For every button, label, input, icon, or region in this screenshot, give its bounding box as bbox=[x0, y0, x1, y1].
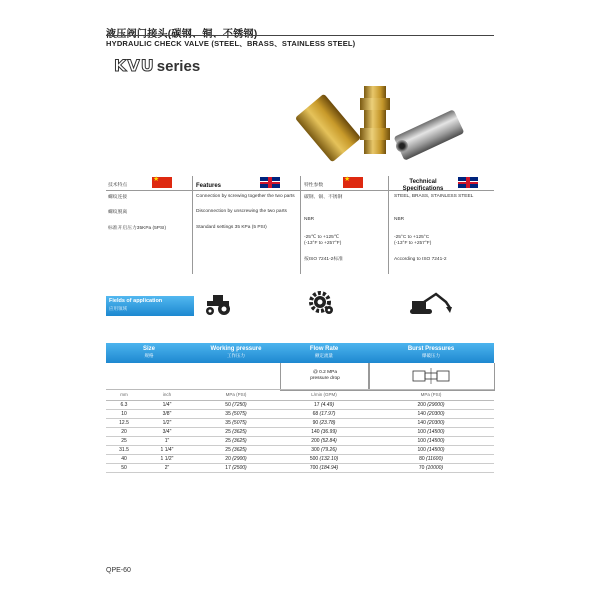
table-cell: 20 (2900) bbox=[225, 456, 247, 462]
uk-flag-icon bbox=[260, 177, 280, 188]
header-label: Burst Pressures bbox=[407, 346, 455, 352]
table-cell: 1 1/2" bbox=[160, 456, 174, 462]
table-cell: 1/2" bbox=[162, 420, 172, 426]
table-cell: 1" bbox=[164, 438, 170, 444]
table-cell: 31.5 bbox=[119, 447, 129, 453]
cn-spec-item: 按ISO 7241-2标准 bbox=[304, 257, 343, 262]
china-flag-icon bbox=[343, 177, 363, 188]
header-size bbox=[106, 346, 192, 359]
spec-item: NBR bbox=[394, 217, 405, 222]
table-row bbox=[106, 446, 494, 455]
table-cell: 35 (5075) bbox=[225, 411, 247, 417]
table-cell: 40 bbox=[121, 456, 127, 462]
table-cell: 140 (36.99) bbox=[311, 429, 337, 435]
feature-item: Standard settings 35 KPa (5 PSI) bbox=[196, 225, 267, 230]
table-cell: 35 (5075) bbox=[225, 420, 247, 426]
header-label-cn: 额定流量 bbox=[315, 353, 333, 358]
cn-feature-item: 标准开启压力35KPa (5PSI) bbox=[108, 226, 167, 231]
burst-diagram-box bbox=[368, 363, 495, 391]
table-cell: 2" bbox=[164, 465, 170, 471]
stainless-valve-image bbox=[394, 109, 465, 160]
table-cell: 20 bbox=[121, 429, 127, 435]
table-cell: 200 (52.84) bbox=[311, 438, 337, 444]
cn-spec-item: 碳钢、铜、不锈钢 bbox=[304, 195, 343, 200]
table-row bbox=[106, 410, 494, 419]
table-cell: 68 (17.97) bbox=[312, 411, 336, 417]
table-cell: 100 (14500) bbox=[417, 447, 445, 453]
table-cell: 25 (3625) bbox=[225, 429, 247, 435]
flow-note-line: @ 0.2 MPa bbox=[312, 370, 338, 375]
cn-feature-item: 螺纹脱离 bbox=[108, 210, 128, 215]
table-cell: 1/4" bbox=[162, 402, 172, 408]
table-cell: 17 (2500) bbox=[225, 465, 247, 471]
title-english: HYDRAULIC CHECK VALVE (STEEL、BRASS、STAINLESS STEEL) bbox=[106, 39, 356, 48]
fields-title-cn: 应用领域 bbox=[109, 306, 127, 311]
excavator-icon bbox=[406, 292, 452, 316]
table-cell: 100 (14500) bbox=[417, 429, 445, 435]
flow-note-box bbox=[280, 363, 370, 391]
table-cell: 25 bbox=[121, 438, 127, 444]
table-row bbox=[106, 419, 494, 428]
header-label: Working pressure bbox=[210, 346, 262, 352]
china-flag-icon bbox=[152, 177, 172, 188]
table-cell: 17 (4.49) bbox=[313, 402, 334, 408]
table-cell: 12.5 bbox=[119, 420, 129, 426]
header-burst-pressures bbox=[368, 346, 494, 359]
burst-test-diagram-icon bbox=[411, 367, 451, 385]
table-row bbox=[106, 464, 494, 473]
spec-item: -25°C to +125°C bbox=[394, 235, 430, 240]
valve-hex-band bbox=[360, 128, 390, 140]
table-cell: 200 (29000) bbox=[417, 402, 445, 408]
spec-item: STEEL, BRASS, STAINLESS STEEL bbox=[394, 194, 474, 199]
cn-spec-item: -25℃ to +125℃ bbox=[304, 235, 340, 240]
table-row bbox=[106, 428, 494, 437]
title-rule bbox=[106, 35, 494, 36]
table-header bbox=[106, 343, 494, 363]
features-heading: Features bbox=[196, 183, 222, 189]
unit-label: mm bbox=[120, 392, 128, 397]
cn-spec-item: NBR bbox=[304, 217, 315, 222]
table-cell: 50 (7250) bbox=[225, 402, 247, 408]
page-code: QPE-60 bbox=[106, 567, 131, 574]
series-code: KVU bbox=[114, 56, 155, 75]
valve-hex-band bbox=[360, 98, 390, 110]
header-label: Flow Rate bbox=[309, 346, 339, 352]
table-cell: 3/4" bbox=[162, 429, 172, 435]
table-cell: 50 bbox=[121, 465, 127, 471]
flow-note-line: pressure drop bbox=[310, 376, 340, 381]
brass-valve-upright-image bbox=[364, 86, 386, 154]
table-row bbox=[106, 437, 494, 446]
unit-label: MPa (PSI) bbox=[225, 392, 247, 397]
spec-item: According to ISO 7241-2 bbox=[394, 257, 447, 262]
table-cell: 140 (20300) bbox=[417, 420, 445, 426]
spec-item: (-13°F to +257°F) bbox=[394, 241, 432, 246]
cn-features-heading: 技术特点 bbox=[108, 183, 128, 188]
table-cell: 500 (132.10) bbox=[309, 456, 339, 462]
gear-icon bbox=[308, 290, 334, 316]
technical-heading: Technical Specifications bbox=[402, 179, 444, 192]
cn-feature-item: 螺纹连接 bbox=[108, 195, 128, 200]
series-title bbox=[114, 56, 200, 75]
feature-item: Disconnection by unscrewing the two parts bbox=[196, 209, 287, 214]
unit-label: inch bbox=[162, 392, 172, 397]
header-working-pressure bbox=[192, 346, 280, 359]
table-cell: 6.3 bbox=[120, 402, 128, 408]
features-block bbox=[106, 176, 494, 274]
unit-label: L/min (GPM) bbox=[311, 392, 337, 397]
table-cell: 90 (23.78) bbox=[312, 420, 336, 426]
table-cell: 25 (3625) bbox=[225, 438, 247, 444]
tractor-icon bbox=[203, 292, 235, 316]
cn-spec-item: (-13°F to +257°F) bbox=[304, 241, 342, 246]
fields-title: Fields of application bbox=[109, 298, 163, 304]
table-row bbox=[106, 455, 494, 464]
header-label-cn: 工作压力 bbox=[227, 353, 245, 358]
header-label: Size bbox=[142, 346, 155, 352]
header-label-cn: 规格 bbox=[144, 353, 154, 358]
series-word: series bbox=[156, 58, 201, 75]
table-cell: 300 (79.26) bbox=[311, 447, 337, 453]
brass-valve-image bbox=[295, 94, 361, 163]
table-cell: 100 (14500) bbox=[417, 438, 445, 444]
table-cell: 700 (184.94) bbox=[309, 465, 339, 471]
table-cell: 3/8" bbox=[162, 411, 172, 417]
cn-params-heading: 特性参数 bbox=[304, 183, 324, 188]
header-flow-rate bbox=[280, 346, 368, 359]
table-cell: 1 1/4" bbox=[160, 447, 174, 453]
table-row bbox=[106, 401, 494, 410]
unit-label: MPa (PSI) bbox=[420, 392, 442, 397]
table-cell: 70 (10000) bbox=[418, 465, 444, 471]
uk-flag-icon bbox=[458, 177, 478, 188]
feature-item: Connection by screwing together the two parts bbox=[196, 194, 295, 199]
table-cell: 10 bbox=[121, 411, 127, 417]
header-label-cn: 爆破压力 bbox=[422, 353, 440, 358]
table-cell: 80 (11600) bbox=[419, 456, 443, 462]
units-row bbox=[106, 389, 494, 401]
table-cell: 25 (3625) bbox=[225, 447, 247, 453]
table-cell: 140 (20300) bbox=[417, 411, 445, 417]
